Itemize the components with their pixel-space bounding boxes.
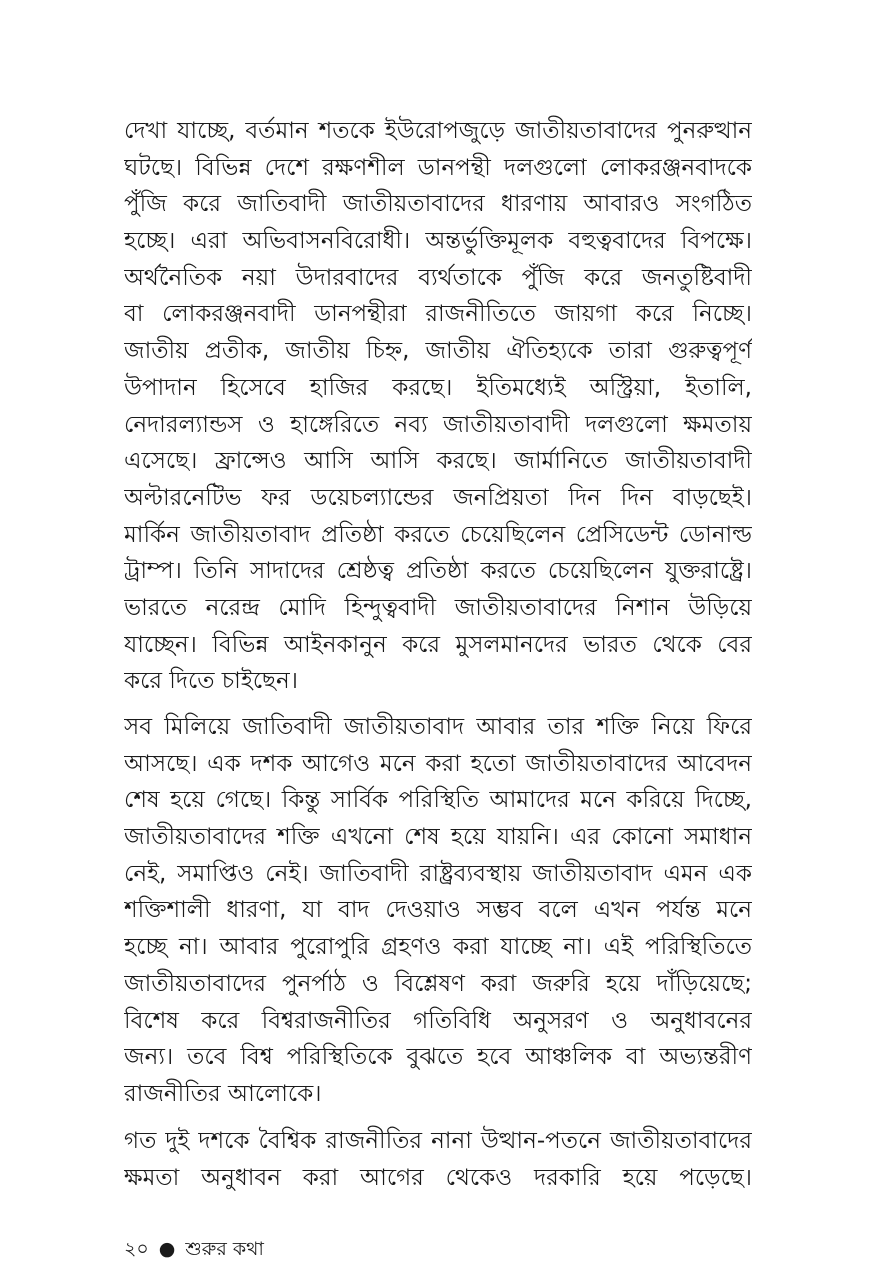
text-line: পুঁজি করে জাতিবাদী জাতীয়তাবাদের ধারণায় আবারও সংগঠিত [124,191,752,218]
text-line: গত দুই দশকে বৈশ্বিক রাজনীতির নানা উত্থান-পতনে জাতীয়তাবাদের [124,1128,752,1154]
text-line: করে দিতে চাইছেন। [124,668,298,695]
text-line: দেখা যাচ্ছে, বর্তমান শতকে ইউরোপজুড়ে জাতীয়তাবাদের পুনরুত্থান [124,118,752,144]
text-line: বিশেষ করে বিশ্বরাজনীতির গতিবিধি অনুসরণ ও অনুধাবনের [124,1007,752,1034]
text-line: হচ্ছে। এরা অভিবাসনবিরোধী। অন্তর্ভুক্তিমূলক বহুত্ববাদের বিপক্ষে। [124,228,752,255]
text-line: অর্থনৈতিক নয়া উদারবাদের ব্যর্থতাকে পুঁজি করে জনতুষ্টিবাদী [124,264,752,291]
text-line: ক্ষমতা অনুধাবন করা আগের থেকেও দরকারি হয়ে পড়েছে। [124,1164,752,1191]
body-paragraph-1 [124,113,752,700]
body-paragraph-3 [124,1123,752,1196]
text-line: নেই, সমাপ্তিও নেই। জাতিবাদী রাষ্ট্রব্যবস্থায় জাতীয়তাবাদ এমন এক [124,860,752,887]
body-paragraph-2 [124,709,752,1113]
text-line: জন্য। তবে বিশ্ব পরিস্থিতিকে বুঝতে হবে আঞ্চলিক বা অভ্যন্তরীণ [124,1044,752,1071]
text-line: হচ্ছে না। আবার পুরোপুরি গ্রহণও করা যাচ্ছে না। এই পরিস্থিতিতে [124,934,752,961]
text-line: শক্তিশালী ধারণা, যা বাদ দেওয়াও সম্ভব বলে এখন পর্যন্ত মনে [124,897,752,924]
text-line: অল্টারনেটিভ ফর ডয়েচল্যান্ডের জনপ্রিয়তা দিন দিন বাড়ছেই। [124,484,752,511]
text-line: জাতীয়তাবাদের পুনর্পাঠ ও বিশ্লেষণ করা জরুরি হয়ে দাঁড়িয়েছে; [124,970,752,997]
page-footer [124,1237,264,1261]
text-line: বা লোকরঞ্জনবাদী ডানপন্থীরা রাজনীতিতে জায়গা করে নিচ্ছে। [124,301,752,328]
bullet-icon: ● [158,1238,176,1260]
text-line: মার্কিন জাতীয়তাবাদ প্রতিষ্ঠা করতে চেয়েছিলেন প্রেসিডেন্ট ডোনাল্ড [124,521,752,548]
page-number: ২০ [124,1238,149,1260]
text-line: শেষ হয়ে গেছে। কিন্তু সার্বিক পরিস্থিতি আমাদের মনে করিয়ে দিচ্ছে, [124,787,752,814]
text-line: যাচ্ছেন। বিভিন্ন আইনকানুন করে মুসলমানদের ভারত থেকে বের [124,631,752,658]
text-line: জাতীয়তাবাদের শক্তি এখনো শেষ হয়ে যায়নি। এর কোনো সমাধান [124,824,752,851]
text-line: নেদারল্যান্ডস ও হাঙ্গেরিতে নব্য জাতীয়তাবাদী দলগুলো ক্ষমতায় [124,411,752,438]
text-line: আসছে। এক দশক আগেও মনে করা হতো জাতীয়তাবাদের আবেদন [124,750,752,777]
text-line: সব মিলিয়ে জাতিবাদী জাতীয়তাবাদ আবার তার শক্তি নিয়ে ফিরে [124,714,752,740]
text-line: ঘটছে। বিভিন্ন দেশে রক্ষণশীল ডানপন্থী দলগুলো লোকরঞ্জনবাদকে [124,154,752,181]
text-line: এসেছে। ফ্রান্সেও আসি আসি করছে। জার্মানিতে জাতীয়তাবাদী [124,448,752,475]
text-line: ভারতে নরেন্দ্র মোদি হিন্দুত্ববাদী জাতীয়তাবাদের নিশান উড়িয়ে [124,594,752,621]
text-line: জাতীয় প্রতীক, জাতীয় চিহ্ন, জাতীয় ঐতিহ্যকে তারা গুরুত্বপূর্ণ [124,338,752,365]
text-line: রাজনীতির আলোকে। [124,1080,322,1107]
running-title: শুরুর কথা [185,1238,264,1260]
text-line: উপাদান হিসেবে হাজির করছে। ইতিমধ্যেই অস্ট্রিয়া, ইতালি, [124,374,752,401]
text-line: ট্রাম্প। তিনি সাদাদের শ্রেষ্ঠত্ব প্রতিষ্ঠা করতে চেয়েছিলেন যুক্তরাষ্ট্রে। [124,558,752,585]
